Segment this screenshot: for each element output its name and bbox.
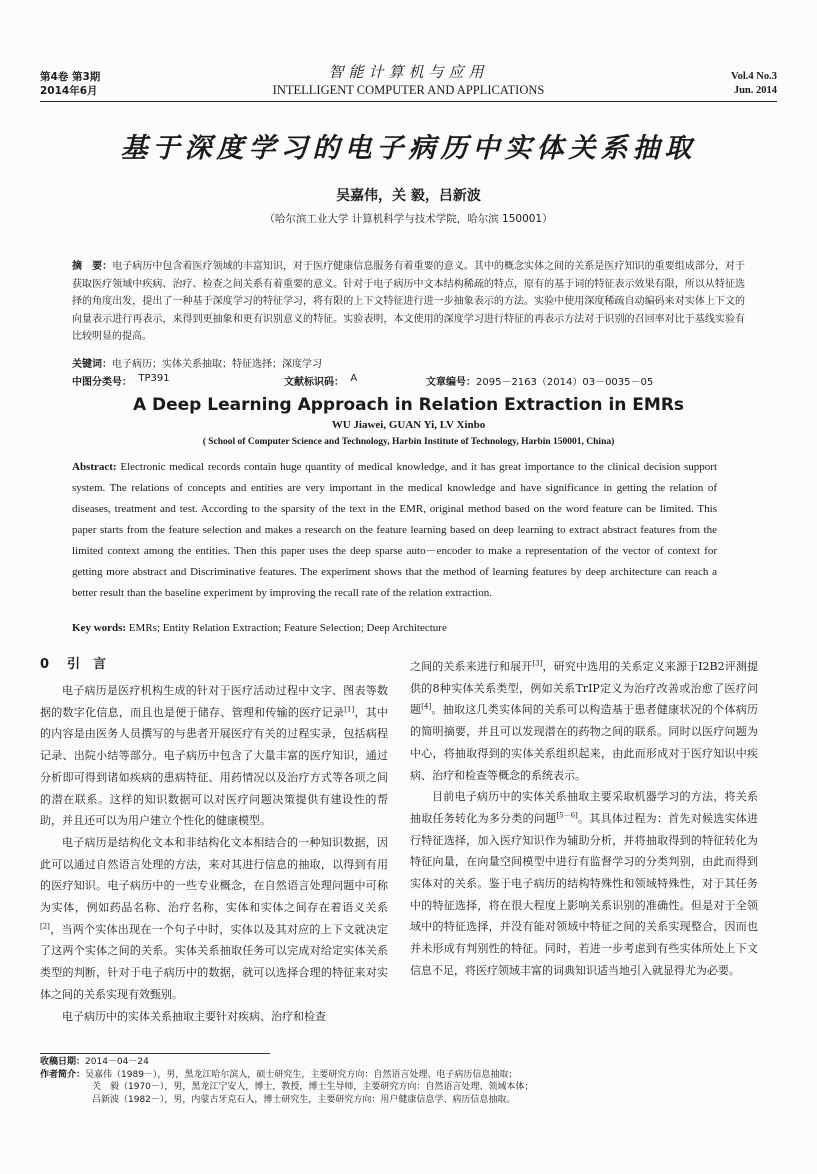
section-number: 0 <box>40 657 50 672</box>
paper-title-en: A Deep Learning Approach in Relation Extraction in EMRs <box>132 395 685 415</box>
journal-name-cn: 智能计算机与应用 <box>328 63 489 81</box>
paragraph-text: 电子病历中的实体关系抽取主要针对疾病、治疗和检查 <box>62 1009 326 1023</box>
authors-en: WU Jiawei, GUAN Yi, LV Xinbo <box>331 419 486 431</box>
keywords-cn <box>72 355 745 370</box>
abstract-en-text: Electronic medical records contain huge quantity of medical knowledge, and it has great importance to the clinical decision support system. The relations of concepts and entities are very important in the medical knowledge and have significance in getting the relation of diseases, treatment and test. According to the sparsity of the text in the EMR, original method based on the word feature can be limited. This paper starts from the feature selection and makes a research on the feature learning based on deep learning to extract abstract features from the limited context among the entities. Then this paper uses the deep sparse auto－encoder to make a representation of the vector of context for getting more abstract and Discriminative features. The experiment shows that the method of learning features by deep architecture can reach a better result than the baseline experiment by improving the recall rate of the relation extraction. <box>72 461 717 599</box>
paragraph-text: 。其具体过程为：首先对候选实体进行特征选择，加入医疗知识作为辅助分析，并将抽取得到的特征转化为特征向量，在向量空间模型中进行有监督学习的分类判别，由此而得到实体对的关系。鉴于电子病历的结构特殊性和领域特殊性，对于其任务中的特征选择，将在很大程度上影响关系识别的准确性。但是对于全领域中的特征选择，并没有能对领域中特征之间的关系实现整合，因而也并未形成有判别性的特征。同时，若进一步考虑到有些实体所处上下文信息不足，将医疗领域丰富的词典知识适当地引入就显得尤为必要。 <box>410 811 759 977</box>
keywords-en-text: EMRs; Entity Relation Extraction; Feature Selection; Deep Architecture <box>128 622 447 634</box>
received-date <box>40 1056 777 1069</box>
clc-value: TP391 <box>138 373 170 384</box>
bio-line: 吴嘉伟（1989－），男，黑龙江哈尔滨人，硕士研究生，主要研究方向：自然语言处理、电子病历信息抽取； <box>85 1069 518 1080</box>
paragraph-text: 。抽取这几类实体间的关系可以构造基于患者健康状况的个体病历的简明摘要，并且可以发现潜在的药物之间的联系。同时以医疗问题为中心，将抽取得到的实体关系组织起来，由此而形成对于医疗知识中疾病、治疗和检查等概念的系统表示。 <box>410 703 759 782</box>
doc-label: 文献标识码： <box>284 377 344 388</box>
header-divider <box>40 101 777 102</box>
author-bio <box>40 1069 777 1082</box>
article-value: 2095－2163（2014）03－0035－05 <box>476 377 654 388</box>
body-column-left <box>40 656 388 1027</box>
received-label: 收稿日期： <box>40 1057 86 1067</box>
paragraph-text: ，研究中选用的关系定义来源于I2B2评测提供的8种实体关系类型，例如关系TrIP定义为治疗改善或治愈了医疗问题 <box>410 660 758 717</box>
author-bio <box>40 1081 777 1094</box>
article-label: 文章编号： <box>426 377 476 388</box>
footnotes <box>40 1056 777 1106</box>
paragraph <box>40 832 388 1006</box>
issue-date-en: Jun. 2014 <box>733 85 777 96</box>
authors-cn: 吴嘉伟，关 毅，吕新波 <box>336 188 481 204</box>
keywords-en <box>72 622 745 634</box>
doc-value: A <box>350 373 358 384</box>
paragraph <box>40 1006 388 1028</box>
issue-info <box>40 70 100 98</box>
abstract-en-label: Abstract: <box>72 461 117 473</box>
paragraph-text: 之间的关系来进行和展开 <box>410 660 533 673</box>
citation: [3] <box>532 659 543 668</box>
paragraph-text: ，其中的内容是由医务人员撰写的与患者开展医疗有关的过程实录，包括病程记录、出院小结等部分。电子病历中包含了大量丰富的医疗知识，通过分析即可得到诸如疾病的患病特征、用药情况以及治疗方式等各项之间的潜在联系。这样的知识数据可以对医疗问题决策提供有建设性的帮助，并且还可以为用户建立个性化的健康模型。 <box>40 705 389 828</box>
paragraph-text: 电子病历是结构化文本和非结构化文本相结合的一种知识数据，因此可以通过自然语言处理的方法，来对其进行信息的抽取，以得到有用的医疗知识。电子病历中的一些专业概念，在自然语言处理问题中可称为实体，例如药品名称、治疗名称，实体和实体之间存在着语义关系 <box>40 835 388 915</box>
author-bio <box>40 1094 777 1107</box>
paragraph-text: 目前电子病历中的实体关系抽取主要采取机器学习的方法，将关系抽取任务转化为多分类的问题 <box>410 790 758 825</box>
paragraph-text: ，当两个实体出现在一个句子中时，实体以及其对应的上下文就决定了这两个实体之间的关系。实体关系抽取任务可以完成对给定实体关系类型的判断，针对于电子病历中的数据，就可以选择合理的特征来对实体之间的关系实现有效甄别。 <box>40 922 388 1001</box>
journal-name <box>250 62 567 98</box>
clc-label: 中图分类号： <box>72 377 132 388</box>
citation: [4] <box>421 702 432 711</box>
paragraph <box>410 786 758 981</box>
issue-date: 2014年6月 <box>40 85 98 97</box>
abstract-cn-text: 电子病历中包含着医疗领域的丰富知识，对于医疗健康信息服务有着重要的意义。其中的概念实体之间的关系是医疗知识的重要组成部分，对于获取医疗领域中疾病、治疗、检查之间关系有着重要的意义。针对于电子病历中文本结构稀疏的特点，原有的基于词的特征表示效果有限，所以从特征选择的角度出发，提出了一种基于深度学习的特征学习，将有限的上下文特征进行进一步抽象表示的方法。实验中使用深度稀疏自动编码来对实体上下文的向量表示进行再表示，来得到更抽象和更有识别意义的特征。实验表明，本文使用的深度学习进行特征的再表示方法对于识别的召回率对比于基线实验有比较明显的提高。 <box>72 261 746 343</box>
bio-line: 吕新波（1982－），男，内蒙古牙克石人，博士研究生，主要研究方向：用户健康信息学、病历信息抽取。 <box>92 1094 516 1105</box>
affiliation-en: ( School of Computer Science and Technology, Harbin Institute of Technology, Harbin 150001, China) <box>202 437 615 447</box>
issue-info-en <box>731 70 777 98</box>
abstract-cn-label: 摘 要： <box>72 261 113 272</box>
citation: [1] <box>344 705 355 714</box>
bio-label: 作者简介： <box>40 1069 86 1080</box>
paragraph-text: 电子病历是医疗机构生成的针对于医疗活动过程中文字、图表等数据的数字化信息，而且也是便于储存、管理和传输的医疗记录 <box>40 684 388 719</box>
volume-issue-en: Vol.4 No.3 <box>731 71 777 82</box>
volume-issue: 第4卷 第3期 <box>40 71 101 83</box>
clc-number <box>72 373 170 388</box>
affiliation-cn: （哈尔滨工业大学 计算机科学与技术学院，哈尔滨 150001） <box>264 213 553 225</box>
citation: [2] <box>40 922 50 931</box>
keywords-cn-text: 电子病历；实体关系抽取；特征选择；深度学习 <box>112 359 322 370</box>
paper-title-cn: 基于深度学习的电子病历中实体关系抽取 <box>120 133 697 164</box>
keywords-cn-label: 关键词： <box>72 359 112 370</box>
section-heading <box>40 656 388 674</box>
footnote-divider <box>40 1053 270 1054</box>
article-number <box>426 373 654 388</box>
received-value: 2014－04－24 <box>85 1057 149 1067</box>
abstract-cn <box>72 258 745 346</box>
journal-header <box>40 62 777 102</box>
paragraph <box>40 680 388 832</box>
journal-name-en: INTELLIGENT COMPUTER AND APPLICATIONS <box>272 83 545 97</box>
paragraph <box>410 656 758 786</box>
body-column-right <box>410 656 758 982</box>
abstract-en <box>72 457 717 604</box>
bio-line: 关 毅（1970－），男，黑龙江宁安人，博士，教授，博士生导师，主要研究方向：自然语言处理、领域本体； <box>92 1082 534 1092</box>
section-title: 引 言 <box>67 657 107 672</box>
citation: [5－6] <box>556 811 578 820</box>
document-code <box>284 373 358 388</box>
keywords-en-label: Key words: <box>72 622 127 634</box>
